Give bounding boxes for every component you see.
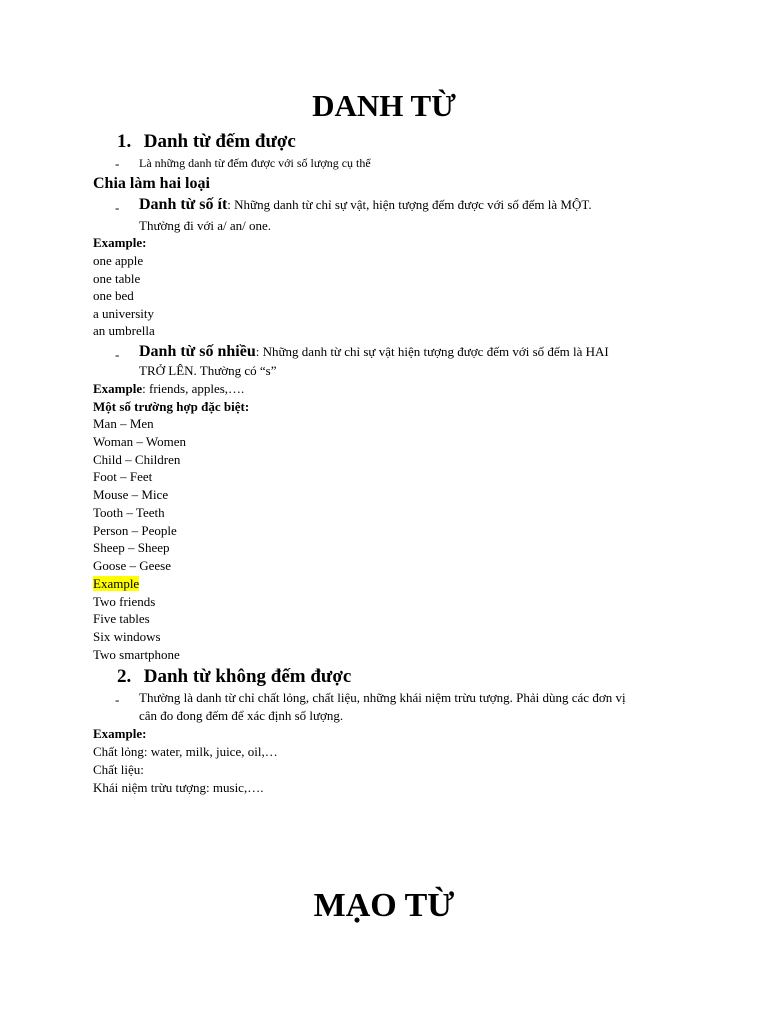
singular-example-label: Example: (93, 235, 147, 250)
plural-example: Two friends (93, 594, 156, 609)
bullet-dash: - (115, 200, 120, 215)
section2-heading (117, 666, 351, 688)
special-case: Mouse – Mice (93, 487, 169, 502)
bullet-dash: - (115, 347, 120, 362)
plural-text-line2: TRỞ LÊN. Thường có “s” (139, 363, 277, 378)
highlighted-example-label: Example (93, 576, 140, 591)
singular-example: a university (93, 306, 155, 321)
special-case: Tooth – Teeth (93, 505, 165, 520)
plural-example: Six windows (93, 629, 161, 644)
plural-example-text: : friends, apples,…. (142, 381, 245, 396)
page-title-2: MẠO TỪ (313, 887, 455, 924)
section2-example-line: Chất liệu: (93, 762, 144, 777)
special-case: Woman – Women (93, 434, 186, 449)
singular-example: one bed (93, 288, 134, 303)
plural-text: : Những danh từ chỉ sự vật hiện tượng được đếm với số đếm là HAI (255, 344, 609, 359)
singular-definition (139, 196, 592, 214)
singular-lead: Danh từ số ít (139, 196, 228, 213)
special-case: Man – Men (93, 416, 154, 431)
bullet-dash: - (115, 156, 120, 171)
special-case: Child – Children (93, 452, 181, 467)
section2-bullet-line2: cân đo đong đếm để xác định số lượng. (139, 708, 344, 723)
section2-title: Danh từ không đếm được (143, 666, 352, 687)
section2-bullet-line1: Thường là danh từ chỉ chất lỏng, chất liệu, những khái niệm trừu tượng. Phải dùng các đơn vị (139, 690, 626, 705)
section2-example-line: Khái niệm trừu tượng: music,…. (93, 780, 264, 795)
section1-heading (117, 131, 296, 153)
plural-lead: Danh từ số nhiều (139, 343, 256, 360)
plural-example: Five tables (93, 611, 150, 626)
special-case: Person – People (93, 523, 177, 538)
division-heading: Chia làm hai loại (93, 175, 210, 192)
singular-text: : Những danh từ chỉ sự vật, hiện tượng đếm được với số đếm là MỘT. (227, 197, 592, 212)
singular-text-line2: Thường đi với a/ an/ one. (139, 218, 271, 233)
bullet-dash: - (115, 692, 120, 707)
plural-example2-label (93, 575, 139, 592)
plural-definition (139, 343, 609, 361)
section1-bullet: Là những danh từ đếm được với số lượng cụ thể (139, 156, 371, 170)
section1-number: 1. (117, 131, 132, 152)
section2-example-line: Chất lỏng: water, milk, juice, oil,… (93, 744, 278, 759)
plural-example-line (93, 380, 244, 397)
special-cases-label: Một số trường hợp đặc biệt: (93, 399, 250, 414)
plural-example-label: Example (93, 381, 143, 396)
special-case: Goose – Geese (93, 558, 171, 573)
singular-example: one table (93, 271, 141, 286)
section2-example-label: Example: (93, 726, 147, 741)
section2-number: 2. (117, 666, 132, 687)
special-case: Sheep – Sheep (93, 540, 170, 555)
singular-example: one apple (93, 253, 144, 268)
page-title: DANH TỪ (312, 88, 456, 123)
plural-example: Two smartphone (93, 647, 180, 662)
special-case: Foot – Feet (93, 469, 153, 484)
section1-title: Danh từ đếm được (143, 131, 296, 152)
singular-example: an umbrella (93, 323, 155, 338)
